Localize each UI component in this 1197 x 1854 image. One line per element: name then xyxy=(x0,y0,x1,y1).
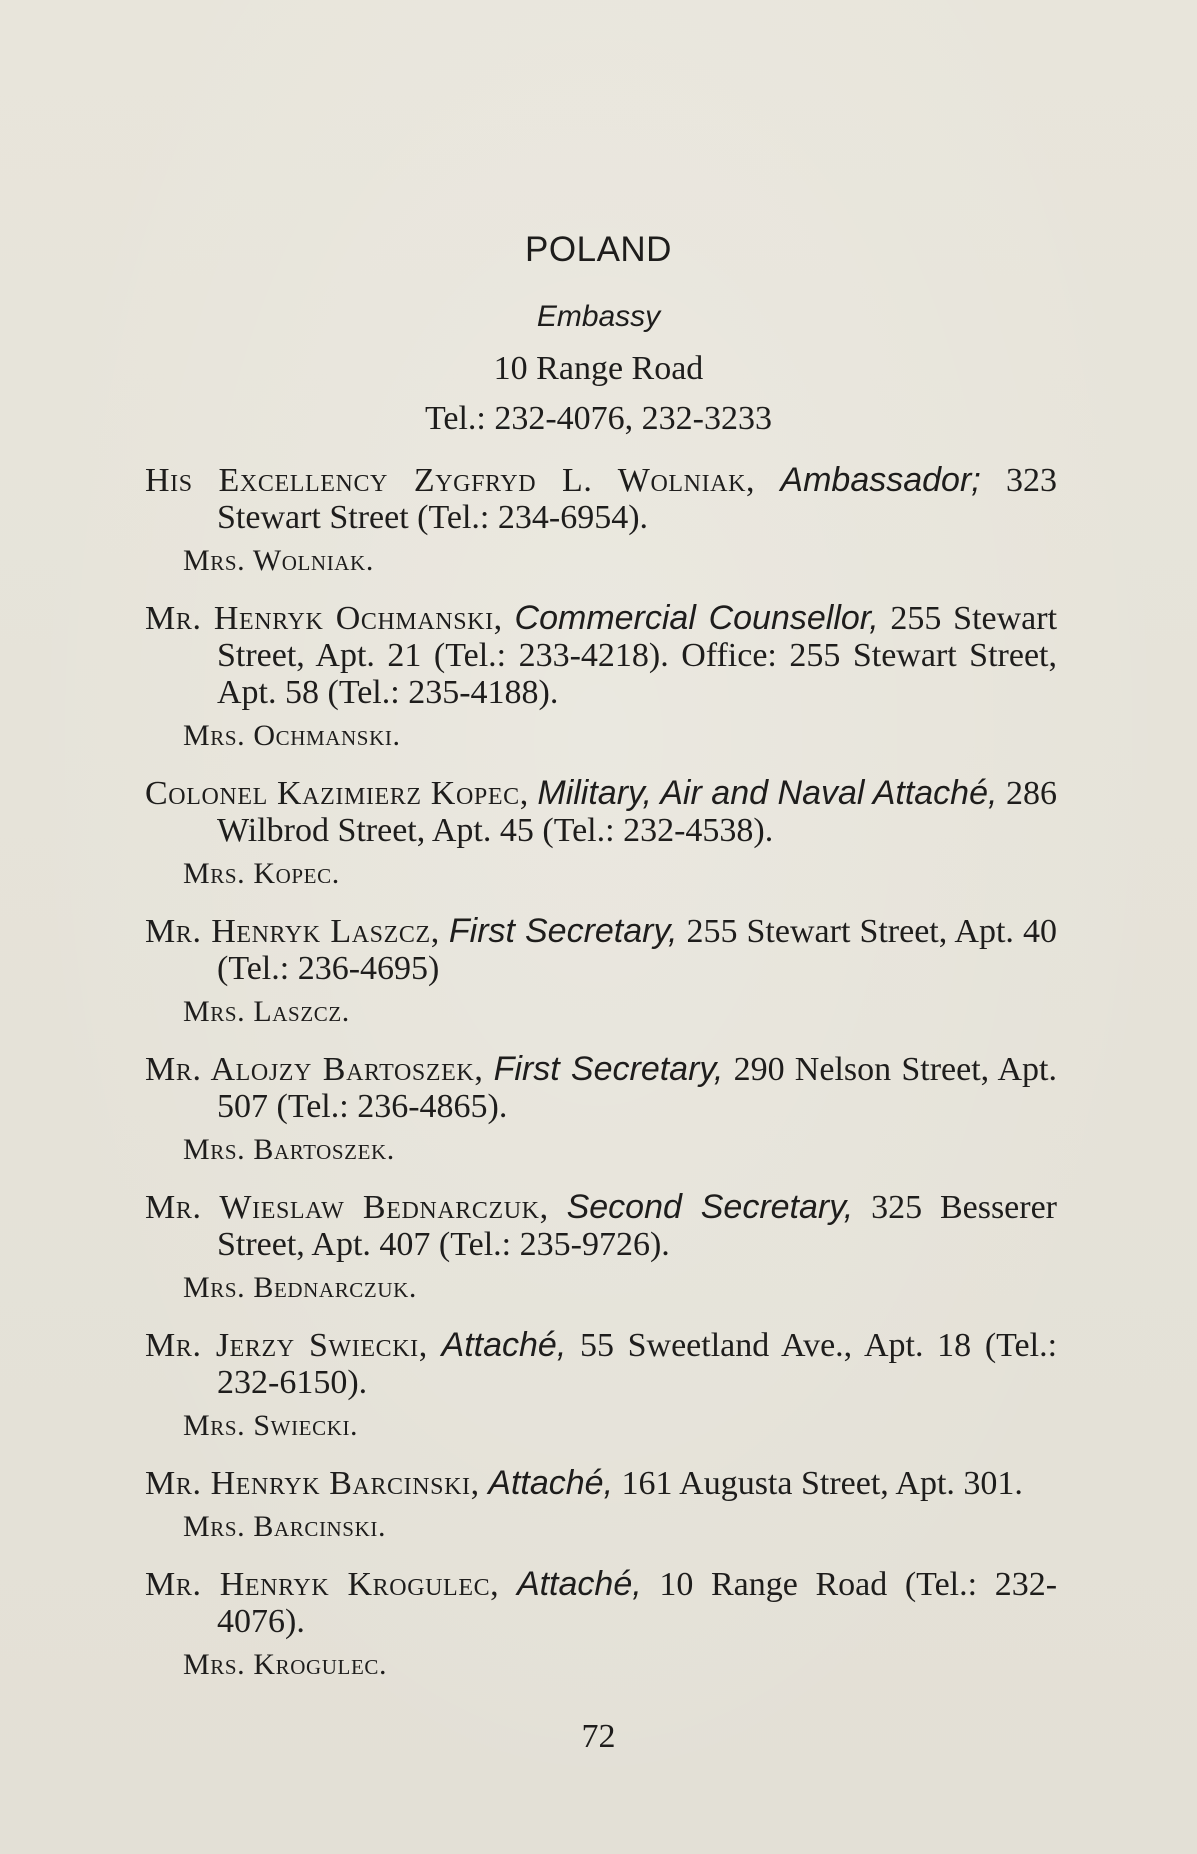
entry-role: Second Secretary, xyxy=(566,1188,854,1226)
directory-entry xyxy=(145,1465,1057,1548)
entry-details: 10 Range Road (Tel.: 232-4076). xyxy=(217,1566,1058,1640)
directory-entry xyxy=(145,462,1057,582)
entry-spouse: Mrs. Laszcz. xyxy=(183,995,350,1028)
entry-main-text xyxy=(145,1465,1057,1502)
entry-details: 286 Wilbrod Street, Apt. 45 (Tel.: 232-4538). xyxy=(217,775,1058,849)
directory-entry xyxy=(145,1051,1057,1171)
entry-details: 255 Stewart Street, Apt. 21 (Tel.: 233-4218). Office: 255 Stewart Street, Apt. 58 (Tel.: 235-4188). xyxy=(217,600,1058,711)
diplomatic-entries xyxy=(145,462,1057,1704)
entry-name: Colonel Kazimierz Kopec, xyxy=(145,775,529,812)
entry-name: Mr. Jerzy Swiecki, xyxy=(145,1327,428,1364)
entry-name: Mr. Wieslaw Bednarczuk, xyxy=(145,1189,549,1226)
entry-main-text xyxy=(145,1327,1057,1401)
entry-spouse: Mrs. Bednarczuk. xyxy=(183,1271,417,1304)
entry-name: Mr. Henryk Barcinski, xyxy=(145,1465,480,1502)
entry-name: Mr. Henryk Laszcz, xyxy=(145,913,440,950)
embassy-address: 10 Range Road xyxy=(493,350,704,387)
entry-main-text xyxy=(145,1189,1057,1263)
entry-spouse: Mrs. Bartoszek. xyxy=(183,1133,395,1166)
entry-spouse: Mrs. Kopec. xyxy=(183,857,340,890)
embassy-telephone: Tel.: 232-4076, 232-3233 xyxy=(424,400,773,437)
entry-role: Attaché, xyxy=(516,1565,642,1603)
entry-role: Commercial Counsellor, xyxy=(514,599,879,637)
directory-entry xyxy=(145,1566,1057,1686)
entry-role: Attaché, xyxy=(441,1326,567,1364)
directory-entry xyxy=(145,600,1057,757)
entry-role: Attaché, xyxy=(488,1464,614,1502)
entry-details: 161 Augusta Street, Apt. 301. xyxy=(621,1465,1023,1502)
entry-details: 323 Stewart Street (Tel.: 234-6954). xyxy=(217,462,1057,536)
entry-role: Military, Air and Naval Attaché, xyxy=(537,774,998,812)
entry-main-text xyxy=(145,913,1057,987)
entry-spouse: Mrs. Krogulec. xyxy=(183,1648,388,1681)
entry-name: His Excellency Zygfryd L. Wolniak, xyxy=(145,462,756,499)
entry-role: First Secretary, xyxy=(493,1050,724,1088)
entry-details: 55 Sweetland Ave., Apt. 18 (Tel.: 232-6150). xyxy=(217,1327,1058,1401)
entry-main-text xyxy=(145,775,1057,849)
entry-details: 255 Stewart Street, Apt. 40 (Tel.: 236-4695) xyxy=(217,913,1057,987)
directory-entry xyxy=(145,1327,1057,1447)
entry-spouse: Mrs. Barcinski. xyxy=(183,1510,387,1543)
entry-spouse: Mrs. Ochmanski. xyxy=(183,719,401,752)
entry-role: First Secretary, xyxy=(448,912,678,950)
entry-role: Ambassador; xyxy=(780,461,981,499)
directory-entry xyxy=(145,1189,1057,1309)
entry-name: Mr. Alojzy Bartoszek, xyxy=(145,1051,484,1088)
entry-spouse: Mrs. Wolniak. xyxy=(183,544,374,577)
entry-spouse: Mrs. Swiecki. xyxy=(183,1409,359,1442)
entry-name: Mr. Henryk Ochmanski, xyxy=(145,600,503,637)
directory-entry xyxy=(145,913,1057,1033)
page-number: 72 xyxy=(581,1718,616,1755)
entry-main-text xyxy=(145,1051,1057,1125)
entry-details: 290 Nelson Street, Apt. 507 (Tel.: 236-4865). xyxy=(217,1051,1057,1125)
mission-type: Embassy xyxy=(536,300,661,333)
country-heading: POLAND xyxy=(525,230,672,269)
directory-entry xyxy=(145,775,1057,895)
entry-details: 325 Besserer Street, Apt. 407 (Tel.: 235-9726). xyxy=(217,1189,1058,1263)
entry-name: Mr. Henryk Krogulec, xyxy=(145,1566,500,1603)
entry-main-text xyxy=(145,1566,1057,1640)
entry-main-text xyxy=(145,462,1057,536)
entry-main-text xyxy=(145,600,1057,711)
